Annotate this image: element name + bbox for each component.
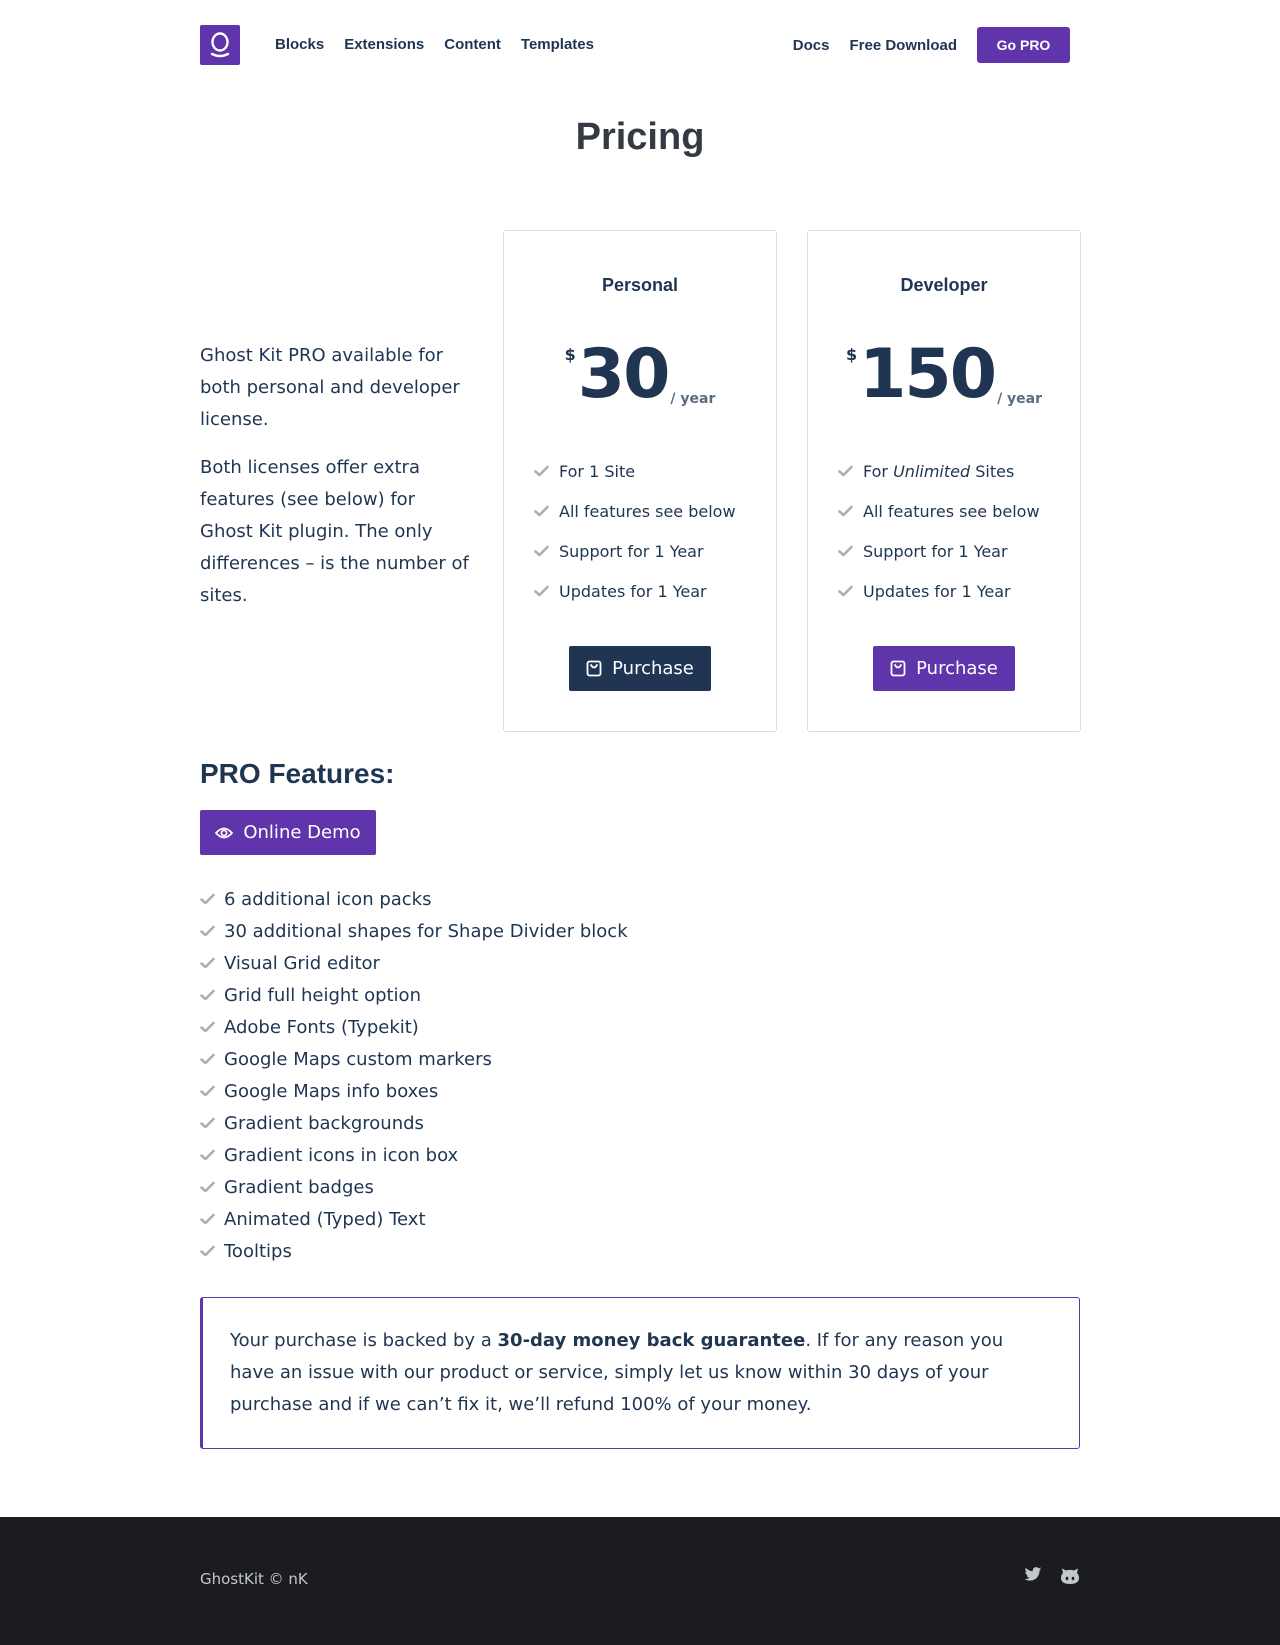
plan-price <box>504 335 776 414</box>
ghostkit-logo-icon[interactable] <box>200 25 240 65</box>
feature-text: For 1 Site <box>559 461 636 481</box>
feature-text: Gradient badges <box>224 1176 374 1198</box>
plan-features <box>838 451 1040 611</box>
intro-paragraph: Ghost Kit PRO available for both personal and developer license. <box>200 345 460 430</box>
list-item <box>838 531 1040 571</box>
check-icon <box>200 1085 215 1097</box>
pricing-card-developer <box>807 230 1081 732</box>
list-item <box>534 571 736 611</box>
main-nav <box>275 36 594 53</box>
plan-name: Developer <box>900 275 988 295</box>
list-item <box>200 947 628 979</box>
button-label: Purchase <box>916 658 998 679</box>
price-period: / year <box>997 391 1043 407</box>
twitter-icon[interactable] <box>1024 1567 1042 1589</box>
shopping-bag-icon <box>586 660 602 677</box>
list-item <box>200 1139 628 1171</box>
currency-symbol: $ <box>564 345 576 364</box>
check-icon <box>200 1117 215 1129</box>
price-period: / year <box>670 391 716 407</box>
feature-text: 6 additional icon packs <box>224 888 432 910</box>
list-item <box>534 491 736 531</box>
check-icon <box>838 465 853 477</box>
feature-text: All features see below <box>559 501 736 521</box>
check-icon <box>200 1149 215 1161</box>
check-icon <box>200 1213 215 1225</box>
list-item <box>200 1235 628 1267</box>
list-item <box>200 1043 628 1075</box>
feature-text: Adobe Fonts (Typekit) <box>224 1016 419 1038</box>
plan-price <box>808 335 1080 414</box>
feature-text: Grid full height option <box>224 984 421 1006</box>
list-item <box>200 1171 628 1203</box>
check-icon <box>200 957 215 969</box>
go-pro-button[interactable]: Go PRO <box>977 27 1070 63</box>
feature-text: Google Maps custom markers <box>224 1048 492 1070</box>
money-back-guarantee <box>200 1297 1080 1449</box>
check-icon <box>534 505 549 517</box>
price-amount: 150 <box>859 335 996 414</box>
check-icon <box>534 585 549 597</box>
list-item <box>838 571 1040 611</box>
pricing-intro <box>200 340 470 628</box>
feature-text: For Unlimited Sites <box>863 461 1015 481</box>
feature-text: Google Maps info boxes <box>224 1080 439 1102</box>
nav-blocks[interactable]: Blocks <box>275 36 325 53</box>
button-label: Online Demo <box>243 822 361 843</box>
pro-features-list <box>200 883 628 1267</box>
guarantee-text: Your purchase is backed by a 30-day money back guarantee. If for any reason you have an issue with our product or service, simply let us know within 30 days of your purchase and if we can’t fix it, we’ll refund 100% of your money. <box>230 1330 1004 1415</box>
check-icon <box>200 893 215 905</box>
github-icon[interactable] <box>1060 1567 1080 1589</box>
feature-text: Support for 1 Year <box>559 541 704 561</box>
purchase-developer-button[interactable] <box>873 646 1015 691</box>
check-icon <box>838 505 853 517</box>
list-item <box>200 883 628 915</box>
intro-paragraph: Both licenses offer extra features (see below) for Ghost Kit plugin. The only differences – is the number of sites. <box>200 457 469 606</box>
list-item <box>838 491 1040 531</box>
check-icon <box>534 465 549 477</box>
button-label: Purchase <box>612 658 694 679</box>
list-item <box>200 1011 628 1043</box>
feature-text: Animated (Typed) Text <box>224 1208 426 1230</box>
list-item <box>200 1075 628 1107</box>
social-links <box>1024 1567 1080 1589</box>
site-header <box>200 25 1080 65</box>
nav-content[interactable]: Content <box>444 36 501 53</box>
nav-docs[interactable]: Docs <box>792 36 830 54</box>
feature-text: Visual Grid editor <box>224 952 380 974</box>
list-item <box>534 531 736 571</box>
nav-extensions[interactable]: Extensions <box>344 36 425 53</box>
feature-text: Support for 1 Year <box>863 541 1008 561</box>
check-icon <box>200 1053 215 1065</box>
plan-name: Personal <box>601 275 679 295</box>
list-item <box>200 1203 628 1235</box>
check-icon <box>534 545 549 557</box>
footer-copyright: GhostKit © nK <box>200 1570 308 1588</box>
currency-symbol: $ <box>845 345 858 364</box>
feature-text: All features see below <box>863 501 1040 521</box>
page-title: Pricing <box>575 116 705 158</box>
feature-text: Gradient backgrounds <box>224 1112 424 1134</box>
list-item <box>838 451 1040 491</box>
online-demo-button[interactable] <box>200 810 376 855</box>
nav-templates[interactable]: Templates <box>520 36 594 53</box>
check-icon <box>200 1021 215 1033</box>
check-icon <box>200 925 215 937</box>
pro-features-title: PRO Features: <box>200 758 395 789</box>
pricing-card-personal <box>503 230 777 732</box>
shopping-bag-icon <box>890 660 906 677</box>
feature-text: Gradient icons in icon box <box>224 1144 459 1166</box>
check-icon <box>200 1245 215 1257</box>
list-item <box>200 979 628 1011</box>
eye-icon <box>215 826 233 840</box>
list-item <box>200 1107 628 1139</box>
feature-text: Tooltips <box>224 1240 292 1262</box>
feature-text: Updates for 1 Year <box>863 581 1011 601</box>
list-item <box>200 915 628 947</box>
check-icon <box>838 545 853 557</box>
site-footer <box>0 1517 1280 1645</box>
purchase-personal-button[interactable] <box>569 646 711 691</box>
nav-free-download[interactable]: Free Download <box>849 36 957 54</box>
check-icon <box>838 585 853 597</box>
secondary-nav <box>793 27 1070 63</box>
list-item <box>534 451 736 491</box>
price-amount: 30 <box>577 335 669 414</box>
feature-text: Updates for 1 Year <box>559 581 707 601</box>
check-icon <box>200 1181 215 1193</box>
check-icon <box>200 989 215 1001</box>
plan-features <box>534 451 736 611</box>
feature-text: 30 additional shapes for Shape Divider block <box>224 920 628 942</box>
